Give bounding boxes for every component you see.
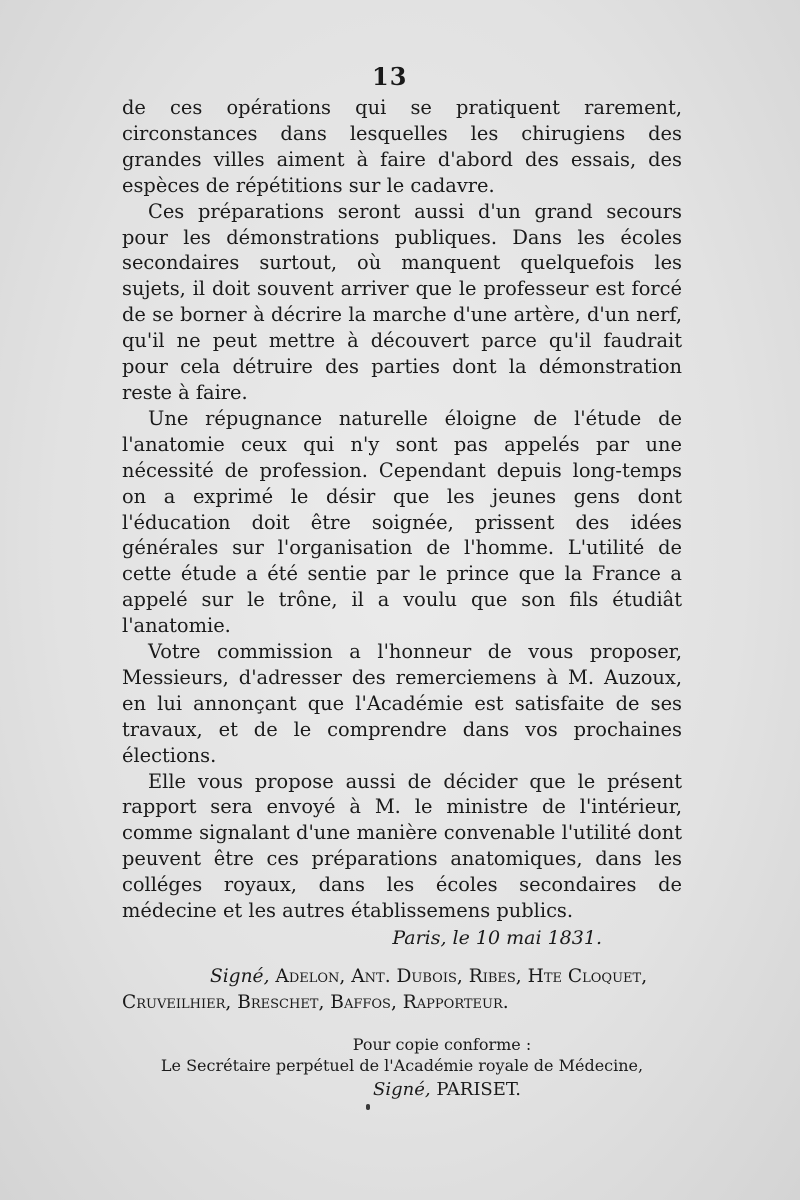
page-number: 13 — [372, 62, 408, 91]
secretary-line: Le Secrétaire perpétuel de l'Académie royale de Médecine, — [160, 1055, 644, 1075]
signatories-line-1 — [122, 964, 682, 990]
signatories-block — [122, 964, 682, 1016]
paragraph-1: de ces opérations qui se pratiquent rarement, circonstances dans lesquelles les chirugiens des grandes villes aiment à faire d'abord des essais, des espèces de répétitions sur le cadavre. — [122, 96, 682, 197]
paragraph-4: Votre commission a l'honneur de vous proposer, Messieurs, d'adresser des remerciemens à M. Auzoux, en lui annonçant que l'Académie est satisfaite de ses travaux, et de le comprendre dans vos prochaines élections. — [122, 640, 682, 767]
final-signed-word: Signé, — [373, 1078, 431, 1100]
ink-mark — [366, 1104, 370, 1110]
certification-block — [122, 1034, 682, 1100]
final-signature-line — [122, 1079, 682, 1100]
body-text — [122, 95, 682, 1100]
signed-word: Signé, — [210, 965, 270, 987]
signatories-line-2: Cruveilhier, Breschet, Baffos, Rapporteur. — [122, 991, 509, 1013]
final-signature: PARISET. — [436, 1078, 521, 1100]
paragraph-2: Ces préparations seront aussi d'un grand secours pour les démonstrations publiques. Dans les écoles secondaires surtout, où manquent quelquefois les sujets, il doit souvent arriver que le professeur est forcé de se borner à décrire la marche d'une artère, d'un nerf, qu'il ne peut mettre à découvert parce qu'il faudrait pour cela détruire des parties dont la démonstration reste à faire. — [122, 199, 682, 404]
signatories-names-1: Adelon, Ant. Dubois, Ribes, Hte Cloquet, — [275, 965, 648, 987]
date-line: Paris, le 10 mai 1831. — [392, 927, 602, 949]
paragraph-3: Une répugnance naturelle éloigne de l'étude de l'anatomie ceux qui n'y sont pas appelés par une nécessité de profession. Cependant depuis long-temps on a exprimé le désir que les jeunes gens dont l'éducation doit être soignée, prissent des idées générales sur l'organisation de l'homme. L'utilité de cette étude a été sentie par le prince que la France a appelé sur le trône, il a voulu que son fils étudiât l'anatomie. — [122, 406, 682, 638]
paragraph-5: Elle vous propose aussi de décider que le présent rapport sera envoyé à M. le ministre de l'intérieur, comme signalant d'une manière convenable l'utilité dont peuvent être ces préparations anatomiques, dans les colléges royaux, dans les écoles secondaires de médecine et les autres établissemens publics. — [122, 769, 682, 923]
copy-label: Pour copie conforme : — [352, 1034, 532, 1054]
